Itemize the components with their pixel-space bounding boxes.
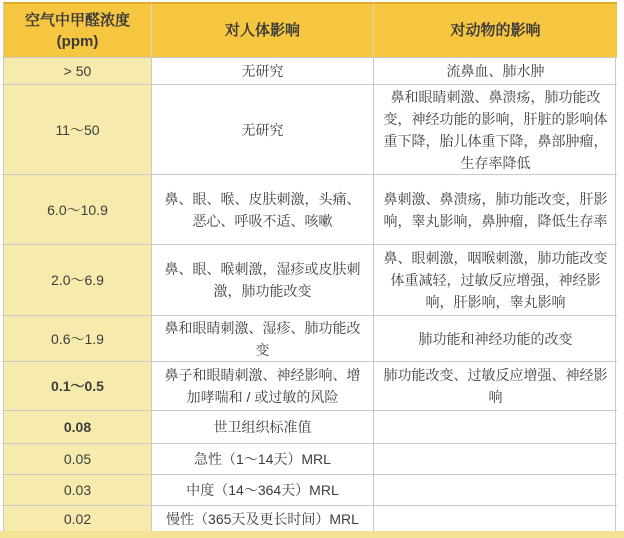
- human-effect-cell: 鼻和眼睛刺激、湿疹、肺功能改变: [152, 316, 374, 362]
- ppm-cell: 0.1～0.5: [4, 362, 152, 411]
- human-effect-cell: 慢性（365天及更长时间）MRL: [152, 506, 374, 532]
- human-effect-cell: 急性（1～14天）MRL: [152, 444, 374, 475]
- ppm-cell: 0.03: [4, 475, 152, 506]
- header-human-effects: 对人体影响: [152, 2, 374, 58]
- human-effect-cell: 鼻、眼、喉刺激，湿疹或皮肤刺激，肺功能改变: [152, 245, 374, 316]
- human-effect-cell: 无研究: [152, 58, 374, 85]
- animal-effect-cell: [374, 475, 617, 506]
- human-effect-cell: 无研究: [152, 85, 374, 175]
- header-concentration-unit: (ppm): [56, 32, 99, 50]
- animal-effect-cell: 鼻、眼刺激，咽喉刺激，肺功能改变体重减轻，过敏反应增强，神经影响，肝影响，睾丸影响: [374, 245, 617, 316]
- ppm-cell: 0.02: [4, 506, 152, 532]
- bottom-accent-strip: [0, 531, 624, 538]
- animal-effect-cell: 肺功能和神经功能的改变: [374, 316, 617, 362]
- animal-effect-cell: [374, 411, 617, 444]
- human-effect-cell: 鼻、眼、喉、皮肤刺激，头痛、恶心、呼吸不适、咳嗽: [152, 175, 374, 245]
- formaldehyde-table: [3, 2, 616, 533]
- animal-effect-cell: 流鼻血、肺水肿: [374, 58, 617, 85]
- table-row: [4, 58, 615, 85]
- animal-effect-cell: [374, 506, 617, 532]
- table-row: [4, 506, 615, 532]
- table-row: [4, 245, 615, 316]
- ppm-cell: > 50: [4, 58, 152, 85]
- table-header-row: [4, 2, 615, 58]
- ppm-cell: 0.05: [4, 444, 152, 475]
- animal-effect-cell: 肺功能改变、过敏反应增强、神经影响: [374, 362, 617, 411]
- table-row: [4, 444, 615, 475]
- table-row: [4, 85, 615, 175]
- ppm-cell: 0.6～1.9: [4, 316, 152, 362]
- table-row: [4, 411, 615, 444]
- human-effect-cell: 世卫组织标准值: [152, 411, 374, 444]
- table-row: [4, 175, 615, 245]
- ppm-cell: 11～50: [4, 85, 152, 175]
- header-concentration: [4, 2, 152, 58]
- header-concentration-title: 空气中甲醛浓度: [24, 11, 130, 29]
- table-row: [4, 362, 615, 411]
- ppm-cell: 2.0～6.9: [4, 245, 152, 316]
- animal-effect-cell: 鼻刺激、鼻溃疡，肺功能改变，肝影响，睾丸影响，鼻肿瘤，降低生存率: [374, 175, 617, 245]
- human-effect-cell: 中度（14～364天）MRL: [152, 475, 374, 506]
- animal-effect-cell: 鼻和眼睛刺激、鼻溃疡，肺功能改变，神经功能的影响，肝脏的影响体重下降，胎儿体重下降，鼻部肿瘤，生存率降低: [374, 85, 617, 175]
- header-animal-effects: 对动物的影响: [374, 2, 617, 58]
- table-row: [4, 316, 615, 362]
- ppm-cell: 6.0～10.9: [4, 175, 152, 245]
- table-row: [4, 475, 615, 506]
- animal-effect-cell: [374, 444, 617, 475]
- ppm-cell: 0.08: [4, 411, 152, 444]
- human-effect-cell: 鼻子和眼睛刺激、神经影响、增加哮喘和 / 或过敏的风险: [152, 362, 374, 411]
